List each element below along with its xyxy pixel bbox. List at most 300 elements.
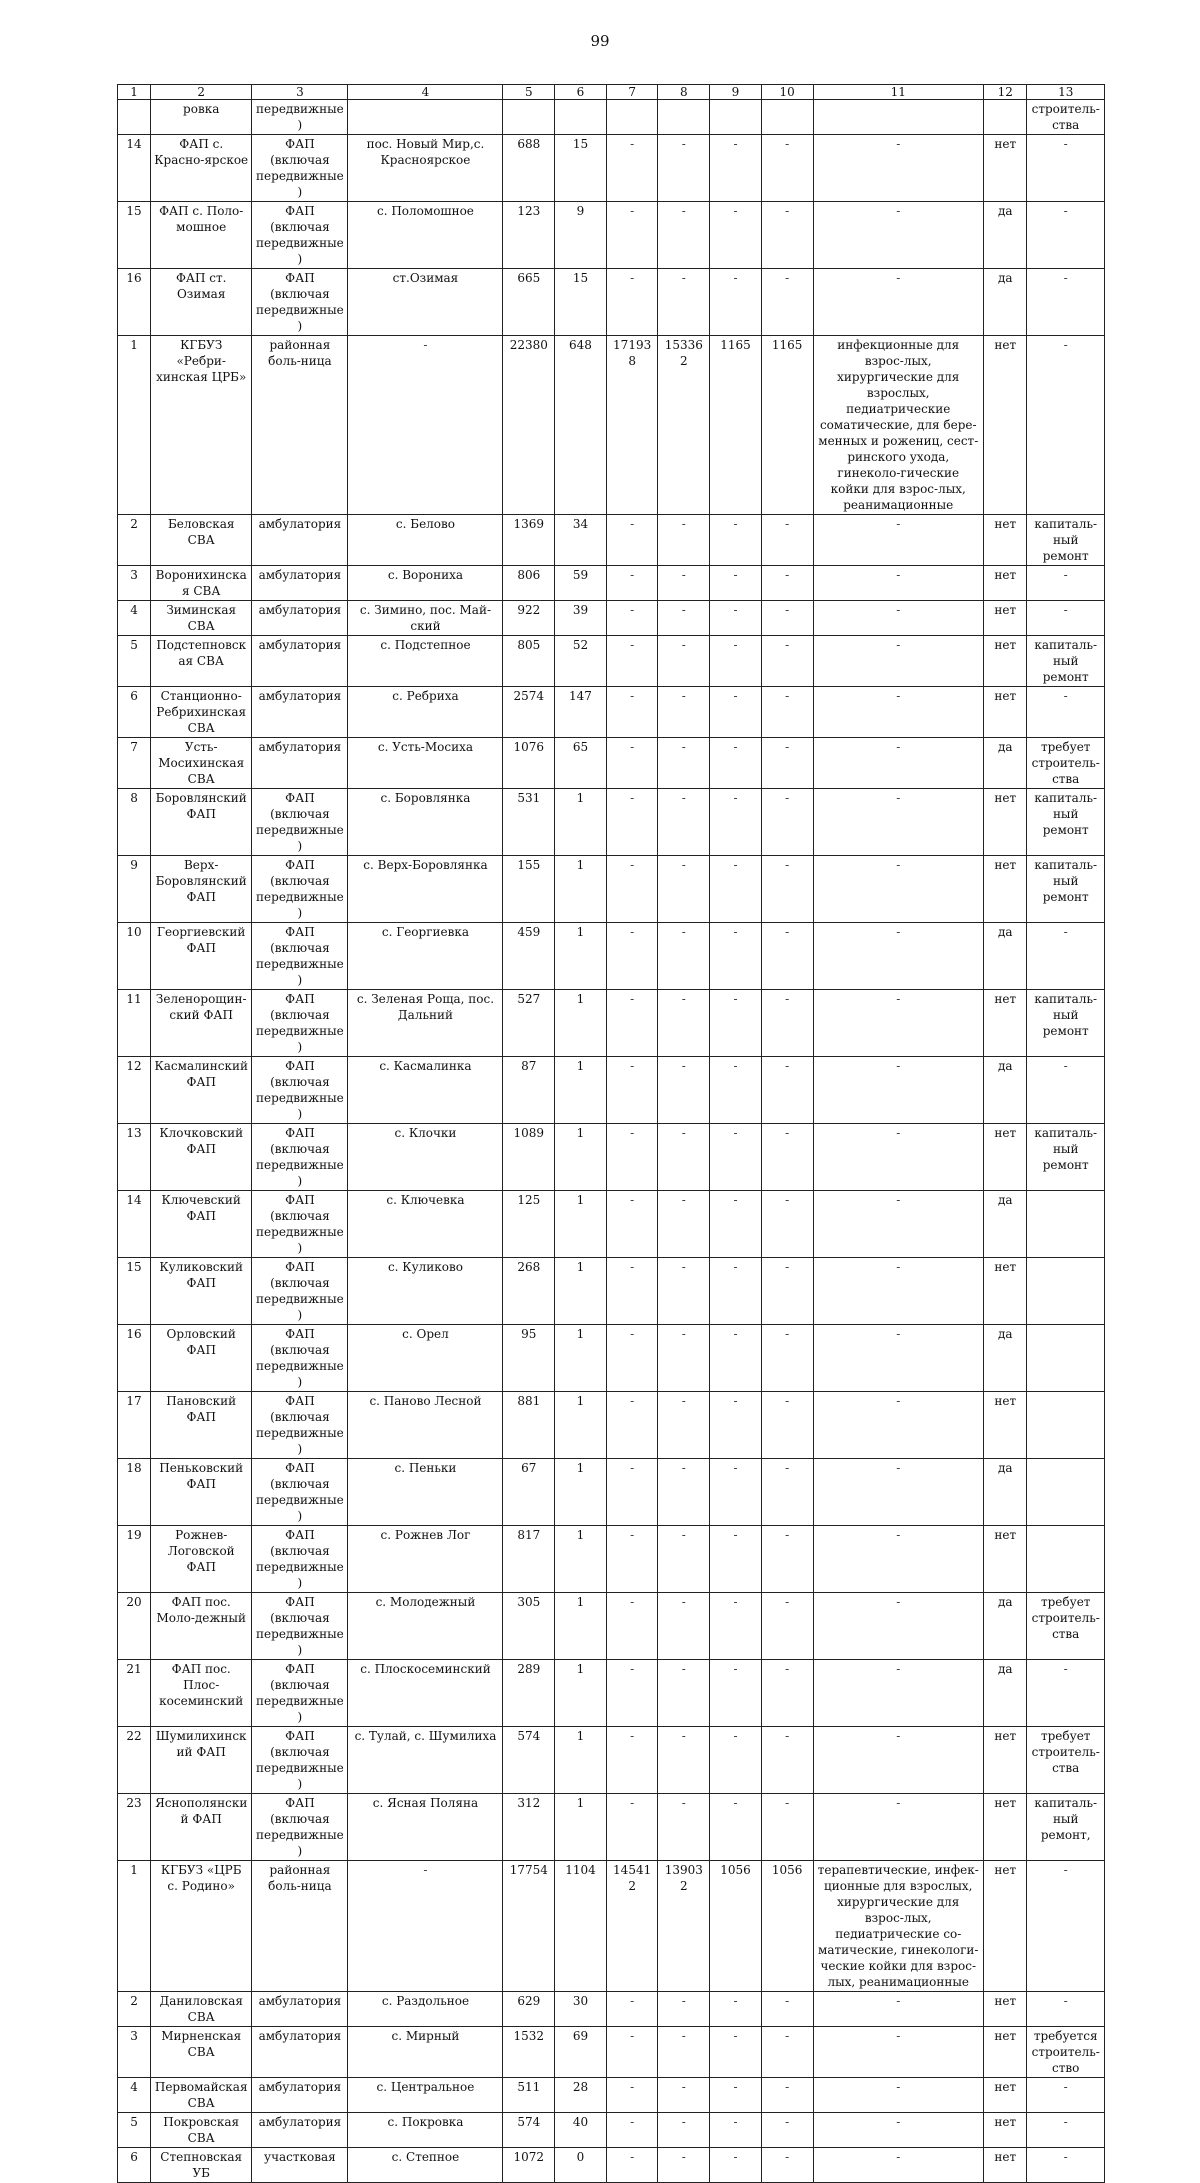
cell-facility-type: ФАП (включая передвижные) <box>252 1727 348 1794</box>
cell-visits-fact: - <box>658 636 710 687</box>
cell-visits-fact: - <box>658 1794 710 1861</box>
cell-population: 125 <box>503 1191 555 1258</box>
cell-required-works: требуется строитель-ство <box>1027 2027 1105 2078</box>
cell-beds-fact: - <box>761 1392 813 1459</box>
table-body <box>118 100 1105 2183</box>
cell-settlement: с. Рожнев Лог <box>348 1526 503 1593</box>
cell-beds-plan: - <box>710 135 762 202</box>
table-row <box>118 515 1105 566</box>
cell-beds: 1 <box>555 1057 607 1124</box>
cell-settlement: с. Ясная Поляна <box>348 1794 503 1861</box>
cell-facility-type: ФАП (включая передвижные) <box>252 1526 348 1593</box>
cell-visits-fact: - <box>658 135 710 202</box>
cell-population: 459 <box>503 923 555 990</box>
cell-visits-plan: 145412 <box>606 1861 658 1992</box>
cell-facility-type: ФАП (включая передвижные) <box>252 202 348 269</box>
cell-facility-type: амбулатория <box>252 566 348 601</box>
cell-beds-fact: - <box>761 856 813 923</box>
cell-beds: 1 <box>555 1727 607 1794</box>
cell-visits-fact: - <box>658 1727 710 1794</box>
cell-beds-plan: - <box>710 923 762 990</box>
cell-row-number: 16 <box>118 269 151 336</box>
cell-needs-flag: нет <box>984 2078 1027 2113</box>
table-row <box>118 1593 1105 1660</box>
cell-bed-profiles: - <box>813 1057 984 1124</box>
cell-beds: 1 <box>555 1794 607 1861</box>
cell-bed-profiles: - <box>813 1526 984 1593</box>
cell-beds-fact: - <box>761 2113 813 2148</box>
cell-row-number: 18 <box>118 1459 151 1526</box>
cell-facility-type: ФАП (включая передвижные) <box>252 1794 348 1861</box>
column-header-8: 8 <box>658 85 710 100</box>
cell-visits-fact: - <box>658 1593 710 1660</box>
cell-visits-plan: - <box>606 1593 658 1660</box>
cell-beds: 34 <box>555 515 607 566</box>
cell-facility-name: Пановский ФАП <box>151 1392 252 1459</box>
cell-visits-fact: - <box>658 1057 710 1124</box>
cell-needs-flag: нет <box>984 336 1027 515</box>
cell-facility-type: передвижные) <box>252 100 348 135</box>
cell-required-works: - <box>1027 336 1105 515</box>
cell-facility-type: ФАП (включая передвижные) <box>252 789 348 856</box>
cell-required-works: - <box>1027 135 1105 202</box>
cell-settlement: с. Ребриха <box>348 687 503 738</box>
cell-beds-fact <box>761 100 813 135</box>
cell-beds-plan: - <box>710 2078 762 2113</box>
cell-visits-fact: - <box>658 269 710 336</box>
column-header-3: 3 <box>252 85 348 100</box>
cell-bed-profiles: - <box>813 923 984 990</box>
cell-visits-plan: - <box>606 269 658 336</box>
page-number: 99 <box>590 32 610 50</box>
table-row <box>118 1794 1105 1861</box>
cell-needs-flag: нет <box>984 2148 1027 2183</box>
cell-facility-name: Боровлянский ФАП <box>151 789 252 856</box>
cell-beds: 1 <box>555 1124 607 1191</box>
cell-beds: 39 <box>555 601 607 636</box>
cell-beds-fact: - <box>761 566 813 601</box>
cell-beds-fact: - <box>761 1727 813 1794</box>
cell-beds-fact: - <box>761 1258 813 1325</box>
cell-beds-fact: 1056 <box>761 1861 813 1992</box>
cell-settlement: с. Тулай, с. Шумилиха <box>348 1727 503 1794</box>
cell-bed-profiles: - <box>813 1593 984 1660</box>
cell-population: 574 <box>503 2113 555 2148</box>
table-row <box>118 269 1105 336</box>
cell-row-number: 17 <box>118 1392 151 1459</box>
cell-visits-fact: - <box>658 1392 710 1459</box>
cell-row-number: 23 <box>118 1794 151 1861</box>
cell-facility-name: Яснополянский ФАП <box>151 1794 252 1861</box>
cell-beds: 1 <box>555 1660 607 1727</box>
column-header-4: 4 <box>348 85 503 100</box>
cell-required-works <box>1027 1526 1105 1593</box>
cell-settlement: с. Центральное <box>348 2078 503 2113</box>
cell-visits-plan: - <box>606 2027 658 2078</box>
cell-beds: 69 <box>555 2027 607 2078</box>
cell-row-number: 16 <box>118 1325 151 1392</box>
cell-visits-fact: - <box>658 1191 710 1258</box>
cell-bed-profiles: - <box>813 202 984 269</box>
table-row <box>118 856 1105 923</box>
cell-settlement: с. Поломошное <box>348 202 503 269</box>
cell-beds-plan: - <box>710 566 762 601</box>
cell-facility-name: Степновская УБ <box>151 2148 252 2183</box>
cell-visits-plan: - <box>606 687 658 738</box>
cell-facility-type: ФАП (включая передвижные) <box>252 269 348 336</box>
cell-facility-type: ФАП (включая передвижные) <box>252 135 348 202</box>
cell-visits-fact: - <box>658 1660 710 1727</box>
cell-facility-name: Клочковский ФАП <box>151 1124 252 1191</box>
cell-visits-fact: - <box>658 1526 710 1593</box>
cell-needs-flag: нет <box>984 687 1027 738</box>
cell-needs-flag: нет <box>984 1992 1027 2027</box>
cell-visits-fact: - <box>658 515 710 566</box>
cell-required-works: капиталь-ный ремонт <box>1027 1124 1105 1191</box>
cell-facility-name: Первомайская СВА <box>151 2078 252 2113</box>
cell-visits-plan: - <box>606 2148 658 2183</box>
cell-needs-flag: нет <box>984 566 1027 601</box>
cell-bed-profiles: - <box>813 2027 984 2078</box>
cell-beds-plan: - <box>710 1593 762 1660</box>
table-row <box>118 738 1105 789</box>
cell-row-number: 14 <box>118 135 151 202</box>
cell-required-works: - <box>1027 923 1105 990</box>
cell-population: 312 <box>503 1794 555 1861</box>
cell-row-number: 6 <box>118 687 151 738</box>
cell-settlement: с. Плоскосеминский <box>348 1660 503 1727</box>
table-row <box>118 636 1105 687</box>
cell-beds-plan: - <box>710 1459 762 1526</box>
cell-facility-name: ФАП с. Красно-ярское <box>151 135 252 202</box>
cell-population: 922 <box>503 601 555 636</box>
cell-visits-plan: - <box>606 1526 658 1593</box>
cell-beds-plan: - <box>710 856 762 923</box>
cell-visits-fact: - <box>658 687 710 738</box>
cell-required-works: - <box>1027 1861 1105 1992</box>
cell-needs-flag: да <box>984 1191 1027 1258</box>
cell-beds: 147 <box>555 687 607 738</box>
cell-row-number: 19 <box>118 1526 151 1593</box>
cell-facility-name: Касмалинский ФАП <box>151 1057 252 1124</box>
cell-facility-name: Шумилихинский ФАП <box>151 1727 252 1794</box>
cell-bed-profiles: - <box>813 2113 984 2148</box>
cell-facility-name: ровка <box>151 100 252 135</box>
cell-required-works: - <box>1027 1992 1105 2027</box>
cell-visits-fact: - <box>658 990 710 1057</box>
cell-row-number: 15 <box>118 1258 151 1325</box>
cell-needs-flag: да <box>984 1325 1027 1392</box>
cell-facility-name: Георгиевский ФАП <box>151 923 252 990</box>
table-row <box>118 1191 1105 1258</box>
cell-beds: 1 <box>555 1392 607 1459</box>
cell-row-number: 20 <box>118 1593 151 1660</box>
cell-settlement: с. Подстепное <box>348 636 503 687</box>
cell-visits-fact: - <box>658 566 710 601</box>
cell-required-works <box>1027 1258 1105 1325</box>
cell-facility-name: Покровская СВА <box>151 2113 252 2148</box>
cell-visits-plan: - <box>606 566 658 601</box>
cell-needs-flag: да <box>984 202 1027 269</box>
cell-settlement: с. Зеленая Роща, пос. Дальний <box>348 990 503 1057</box>
cell-beds-plan: - <box>710 1258 762 1325</box>
cell-bed-profiles: - <box>813 990 984 1057</box>
table-row <box>118 1861 1105 1992</box>
cell-settlement <box>348 100 503 135</box>
cell-bed-profiles: - <box>813 1459 984 1526</box>
cell-required-works <box>1027 1325 1105 1392</box>
cell-population: 289 <box>503 1660 555 1727</box>
cell-row-number: 9 <box>118 856 151 923</box>
cell-needs-flag: нет <box>984 990 1027 1057</box>
cell-visits-plan: - <box>606 1325 658 1392</box>
cell-row-number: 4 <box>118 601 151 636</box>
cell-row-number <box>118 100 151 135</box>
cell-needs-flag: нет <box>984 789 1027 856</box>
cell-visits-plan: 171938 <box>606 336 658 515</box>
table-row <box>118 990 1105 1057</box>
cell-needs-flag: да <box>984 738 1027 789</box>
cell-population: 531 <box>503 789 555 856</box>
cell-visits-plan: - <box>606 1191 658 1258</box>
cell-beds-fact: - <box>761 1593 813 1660</box>
cell-settlement: с. Белово <box>348 515 503 566</box>
cell-beds-plan: - <box>710 601 762 636</box>
cell-settlement: с. Касмалинка <box>348 1057 503 1124</box>
cell-beds: 1 <box>555 789 607 856</box>
cell-beds-fact: - <box>761 1191 813 1258</box>
cell-settlement: с. Орел <box>348 1325 503 1392</box>
cell-bed-profiles: - <box>813 269 984 336</box>
table-row <box>118 1459 1105 1526</box>
facilities-table <box>117 84 1105 2183</box>
cell-visits-fact: - <box>658 601 710 636</box>
column-header-5: 5 <box>503 85 555 100</box>
cell-beds: 1 <box>555 923 607 990</box>
cell-visits-plan: - <box>606 2078 658 2113</box>
cell-settlement: с. Покровка <box>348 2113 503 2148</box>
cell-required-works: капиталь-ный ремонт <box>1027 789 1105 856</box>
cell-beds: 52 <box>555 636 607 687</box>
cell-facility-type: ФАП (включая передвижные) <box>252 1660 348 1727</box>
cell-bed-profiles: - <box>813 789 984 856</box>
cell-facility-name: Ключевский ФАП <box>151 1191 252 1258</box>
cell-population: 1369 <box>503 515 555 566</box>
cell-beds-fact: - <box>761 1124 813 1191</box>
cell-beds: 59 <box>555 566 607 601</box>
cell-population: 1532 <box>503 2027 555 2078</box>
cell-visits-fact: - <box>658 2027 710 2078</box>
cell-facility-type: ФАП (включая передвижные) <box>252 856 348 923</box>
cell-facility-name: ФАП пос. Моло-дежный <box>151 1593 252 1660</box>
cell-required-works: строитель-ства <box>1027 100 1105 135</box>
cell-beds: 0 <box>555 2148 607 2183</box>
table-row <box>118 2027 1105 2078</box>
cell-population: 2574 <box>503 687 555 738</box>
header-row <box>118 85 1105 100</box>
cell-visits-plan: - <box>606 738 658 789</box>
cell-beds-plan: - <box>710 1057 762 1124</box>
cell-bed-profiles: - <box>813 1660 984 1727</box>
cell-facility-name: Подстепновская СВА <box>151 636 252 687</box>
cell-facility-name: КГБУЗ «ЦРБ с. Родино» <box>151 1861 252 1992</box>
cell-settlement: с. Усть-Мосиха <box>348 738 503 789</box>
cell-bed-profiles: - <box>813 2148 984 2183</box>
cell-row-number: 22 <box>118 1727 151 1794</box>
cell-population: 629 <box>503 1992 555 2027</box>
cell-visits-fact <box>658 100 710 135</box>
cell-required-works: - <box>1027 1660 1105 1727</box>
cell-population: 817 <box>503 1526 555 1593</box>
cell-row-number: 2 <box>118 1992 151 2027</box>
cell-visits-plan: - <box>606 1258 658 1325</box>
cell-required-works: - <box>1027 1057 1105 1124</box>
table-row <box>118 100 1105 135</box>
cell-bed-profiles: - <box>813 738 984 789</box>
cell-visits-fact: - <box>658 1124 710 1191</box>
cell-settlement: с. Куликово <box>348 1258 503 1325</box>
cell-visits-fact: - <box>658 1325 710 1392</box>
cell-population: 1089 <box>503 1124 555 1191</box>
cell-beds-plan: - <box>710 1727 762 1794</box>
cell-row-number: 21 <box>118 1660 151 1727</box>
cell-beds-plan: - <box>710 515 762 566</box>
cell-population: 155 <box>503 856 555 923</box>
cell-needs-flag: да <box>984 923 1027 990</box>
cell-facility-type: ФАП (включая передвижные) <box>252 1392 348 1459</box>
cell-bed-profiles: - <box>813 636 984 687</box>
cell-required-works: - <box>1027 2078 1105 2113</box>
cell-row-number: 4 <box>118 2078 151 2113</box>
cell-row-number: 12 <box>118 1057 151 1124</box>
cell-row-number: 15 <box>118 202 151 269</box>
cell-facility-type: ФАП (включая передвижные) <box>252 990 348 1057</box>
cell-bed-profiles: - <box>813 687 984 738</box>
cell-bed-profiles: - <box>813 1258 984 1325</box>
cell-beds-fact: - <box>761 1526 813 1593</box>
cell-settlement: - <box>348 336 503 515</box>
cell-visits-plan: - <box>606 990 658 1057</box>
cell-needs-flag: нет <box>984 1861 1027 1992</box>
cell-facility-name: Усть-Мосихинская СВА <box>151 738 252 789</box>
table-row <box>118 1992 1105 2027</box>
table-row <box>118 202 1105 269</box>
cell-required-works: - <box>1027 566 1105 601</box>
cell-bed-profiles: - <box>813 601 984 636</box>
table-row <box>118 2148 1105 2183</box>
cell-beds-plan: - <box>710 1392 762 1459</box>
cell-bed-profiles: - <box>813 1794 984 1861</box>
cell-beds-fact: - <box>761 789 813 856</box>
cell-facility-type: ФАП (включая передвижные) <box>252 1258 348 1325</box>
cell-bed-profiles: - <box>813 2078 984 2113</box>
table-row <box>118 1258 1105 1325</box>
cell-needs-flag: нет <box>984 636 1027 687</box>
cell-beds: 1104 <box>555 1861 607 1992</box>
cell-needs-flag: нет <box>984 1124 1027 1191</box>
cell-visits-plan: - <box>606 636 658 687</box>
cell-bed-profiles: - <box>813 1392 984 1459</box>
cell-beds-plan: - <box>710 1660 762 1727</box>
cell-required-works: - <box>1027 2148 1105 2183</box>
cell-beds-plan: - <box>710 202 762 269</box>
table-row <box>118 336 1105 515</box>
cell-visits-fact: - <box>658 923 710 990</box>
cell-visits-plan: - <box>606 1727 658 1794</box>
cell-beds-plan: - <box>710 2027 762 2078</box>
cell-bed-profiles: - <box>813 1992 984 2027</box>
cell-needs-flag: нет <box>984 1794 1027 1861</box>
cell-bed-profiles: - <box>813 135 984 202</box>
cell-required-works: капиталь-ный ремонт <box>1027 990 1105 1057</box>
cell-required-works: капиталь-ный ремонт <box>1027 856 1105 923</box>
cell-visits-plan: - <box>606 601 658 636</box>
cell-beds: 1 <box>555 990 607 1057</box>
cell-facility-name: Станционно-Ребрихинская СВА <box>151 687 252 738</box>
cell-facility-type: амбулатория <box>252 2113 348 2148</box>
cell-beds: 1 <box>555 1191 607 1258</box>
cell-beds: 1 <box>555 1526 607 1593</box>
cell-needs-flag: нет <box>984 2113 1027 2148</box>
table-row <box>118 1392 1105 1459</box>
table-row <box>118 1124 1105 1191</box>
cell-population: 22380 <box>503 336 555 515</box>
cell-row-number: 3 <box>118 2027 151 2078</box>
cell-visits-plan <box>606 100 658 135</box>
cell-beds: 65 <box>555 738 607 789</box>
cell-needs-flag: нет <box>984 2027 1027 2078</box>
cell-facility-type: амбулатория <box>252 1992 348 2027</box>
table-row <box>118 789 1105 856</box>
cell-facility-name: Беловская СВА <box>151 515 252 566</box>
cell-beds: 1 <box>555 1325 607 1392</box>
cell-facility-type: амбулатория <box>252 687 348 738</box>
cell-facility-type: участковая <box>252 2148 348 2183</box>
cell-beds-plan: - <box>710 2148 762 2183</box>
cell-facility-type: ФАП (включая передвижные) <box>252 1325 348 1392</box>
column-header-10: 10 <box>761 85 813 100</box>
cell-settlement: с. Георгиевка <box>348 923 503 990</box>
cell-visits-plan: - <box>606 1057 658 1124</box>
cell-row-number: 1 <box>118 336 151 515</box>
cell-beds: 9 <box>555 202 607 269</box>
cell-visits-fact: - <box>658 738 710 789</box>
table-row <box>118 566 1105 601</box>
cell-beds-plan: - <box>710 990 762 1057</box>
cell-row-number: 10 <box>118 923 151 990</box>
cell-population: 95 <box>503 1325 555 1392</box>
cell-facility-name: Рожнев-Логовской ФАП <box>151 1526 252 1593</box>
cell-facility-name: Зеленорощин-ский ФАП <box>151 990 252 1057</box>
cell-facility-name: Пеньковский ФАП <box>151 1459 252 1526</box>
cell-needs-flag: да <box>984 1593 1027 1660</box>
table-row <box>118 135 1105 202</box>
cell-beds-fact: - <box>761 1325 813 1392</box>
cell-required-works <box>1027 1191 1105 1258</box>
cell-facility-type: амбулатория <box>252 738 348 789</box>
cell-beds-fact: - <box>761 2148 813 2183</box>
cell-facility-type: амбулатория <box>252 601 348 636</box>
table-row <box>118 923 1105 990</box>
cell-facility-name: КГБУЗ «Ребри-хинская ЦРБ» <box>151 336 252 515</box>
cell-visits-fact: 139032 <box>658 1861 710 1992</box>
cell-needs-flag: нет <box>984 1392 1027 1459</box>
cell-row-number: 11 <box>118 990 151 1057</box>
cell-visits-fact: - <box>658 202 710 269</box>
cell-facility-type: амбулатория <box>252 515 348 566</box>
cell-beds-plan: - <box>710 1992 762 2027</box>
cell-beds-fact: - <box>761 990 813 1057</box>
